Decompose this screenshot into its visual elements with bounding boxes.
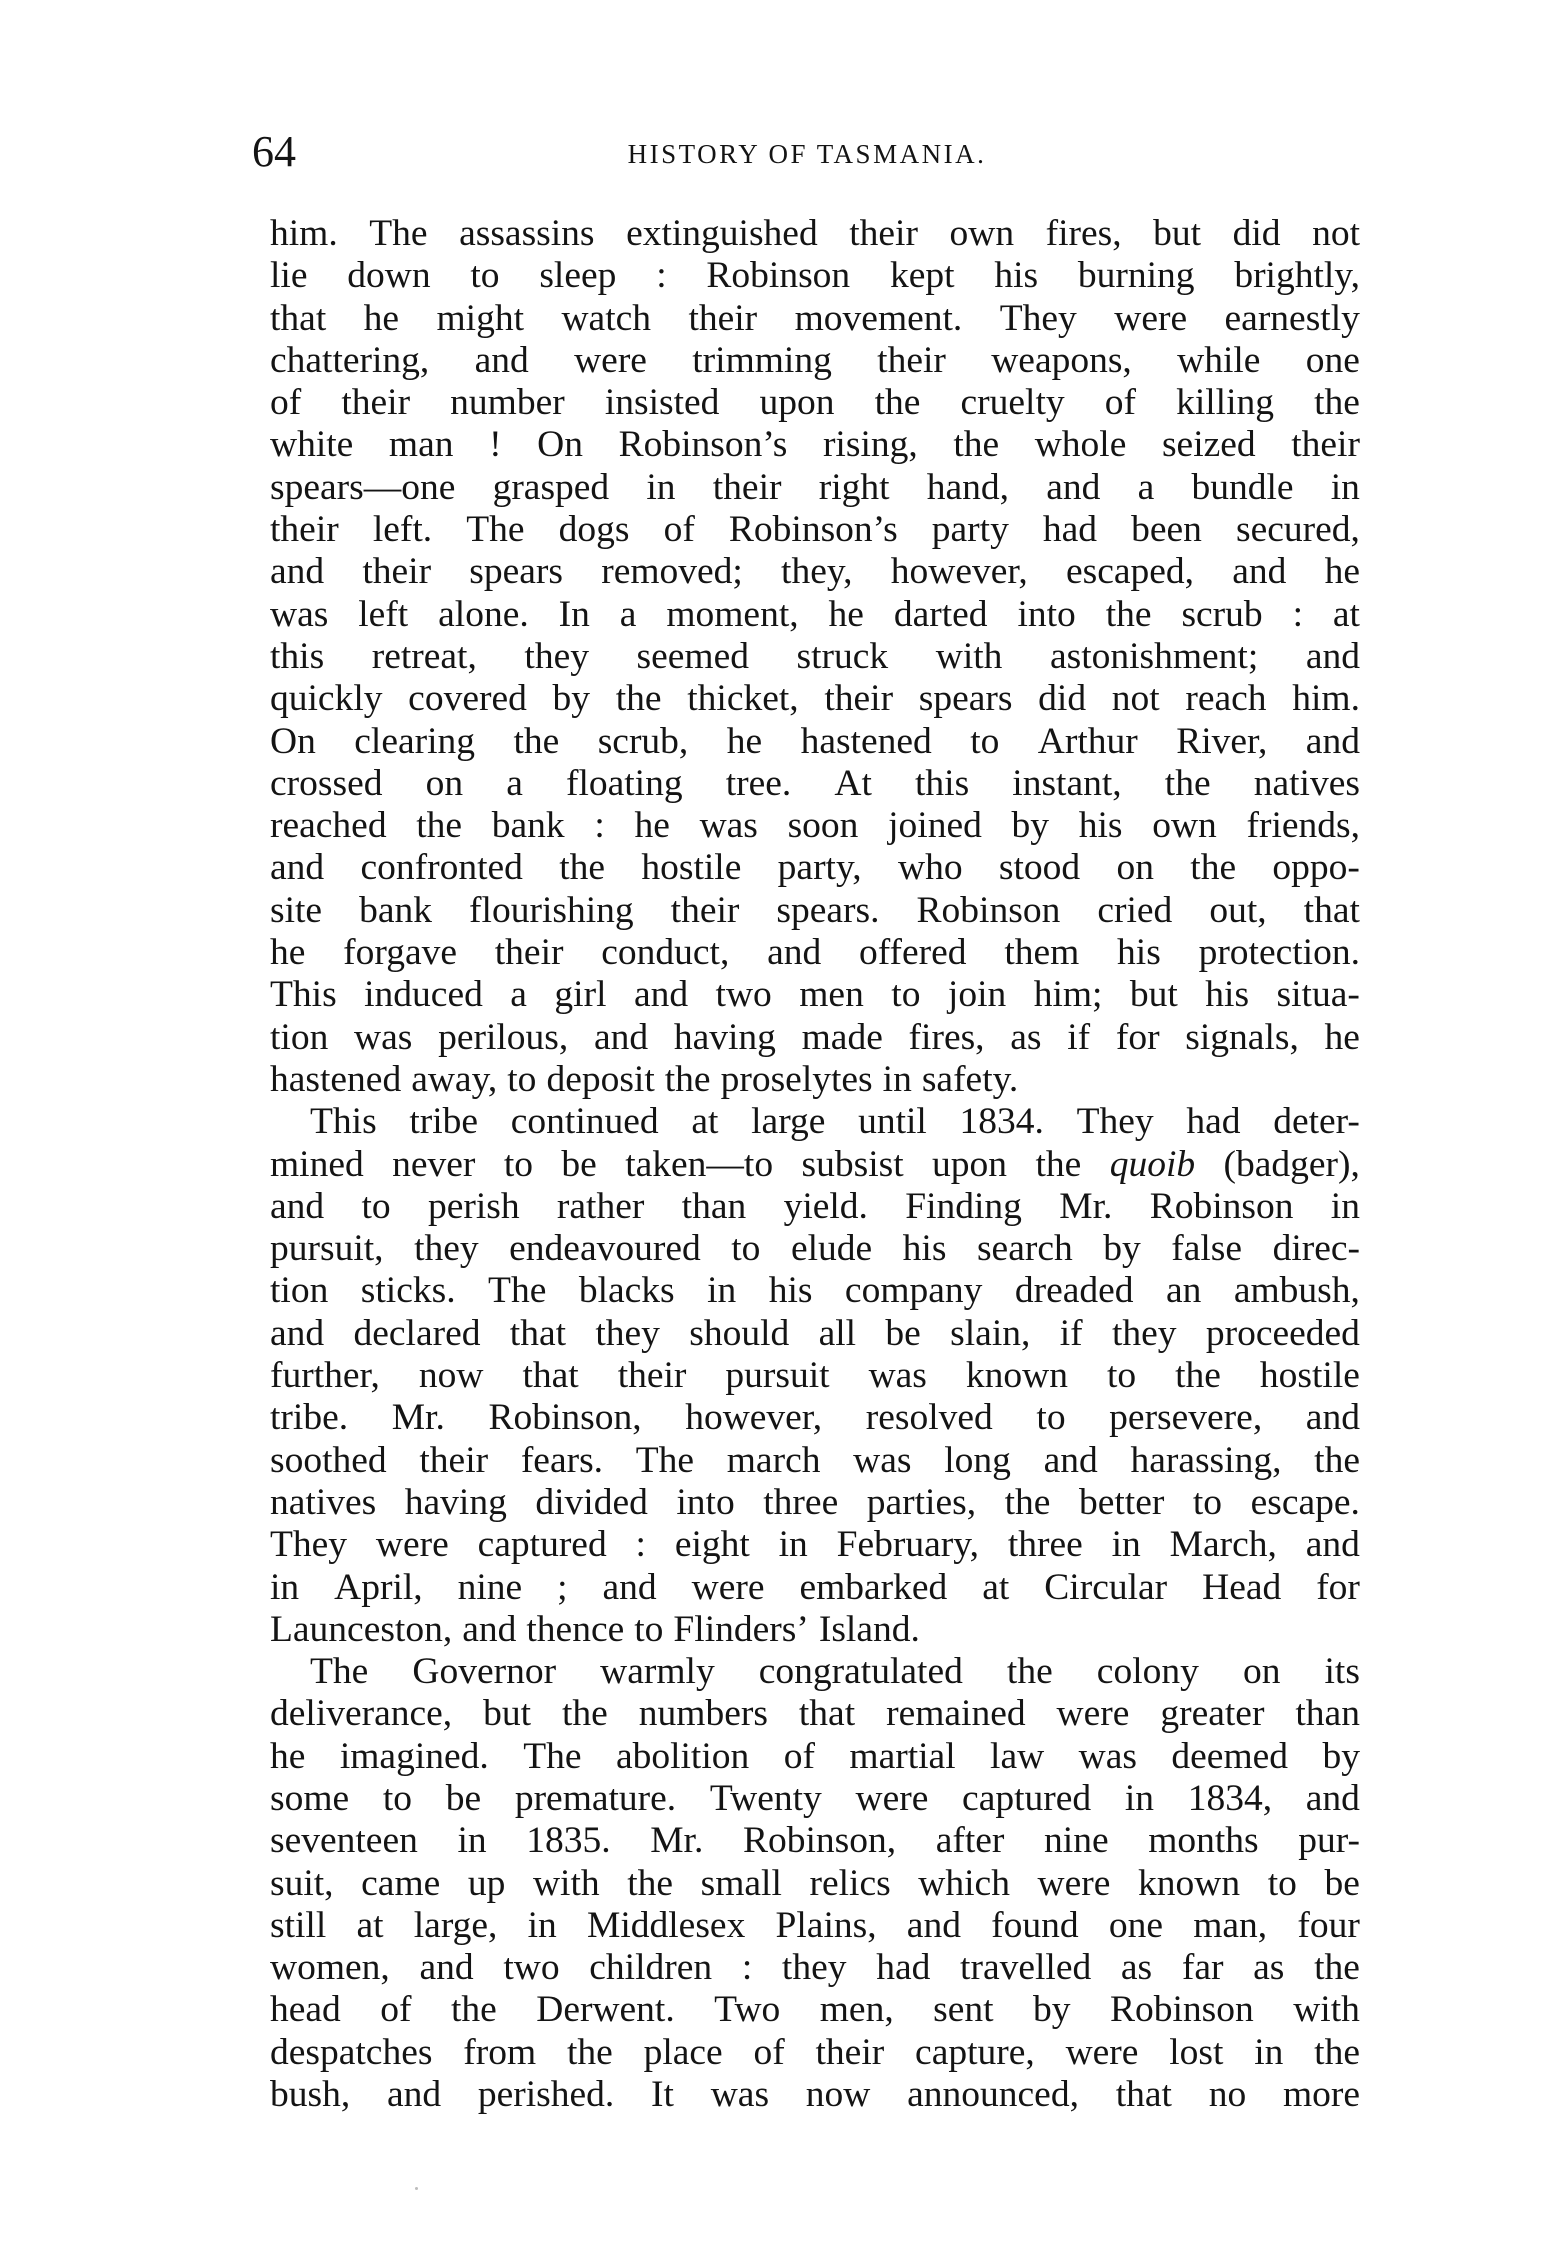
text-line: lie down to sleep : Robinson kept his burning brightly, bbox=[270, 255, 1360, 297]
paper-speck bbox=[415, 2187, 418, 2190]
text-line: Launceston, and thence to Flinders’ Island. bbox=[270, 1608, 920, 1650]
text-line: bush, and perished. It was now announced, that no more bbox=[270, 2074, 1360, 2116]
text-line: women, and two children : they had travelled as far as the bbox=[270, 1947, 1360, 1989]
text-line: reached the bank : he was soon joined by his own friends, bbox=[270, 805, 1360, 847]
text-line: natives having divided into three parties, the better to escape. bbox=[270, 1481, 1360, 1523]
text-line: The Governor warmly congratulated the colony on its bbox=[310, 1651, 1360, 1693]
text-line: and to perish rather than yield. Finding Mr. Robinson in bbox=[270, 1185, 1360, 1227]
text-line: deliverance, but the numbers that remained were greater than bbox=[270, 1693, 1360, 1735]
text-line: crossed on a floating tree. At this instant, the natives bbox=[270, 762, 1360, 804]
text-line: On clearing the scrub, he hastened to Arthur River, and bbox=[270, 720, 1360, 762]
text-line: this retreat, they seemed struck with astonishment; and bbox=[270, 635, 1360, 677]
text-line: that he might watch their movement. They were earnestly bbox=[270, 297, 1360, 339]
text-line: in April, nine ; and were embarked at Circular Head for bbox=[270, 1566, 1360, 1608]
running-head bbox=[252, 124, 1362, 180]
text-line: tion was perilous, and having made fires, as if for signals, he bbox=[270, 1016, 1360, 1058]
text-line: chattering, and were trimming their weapons, while one bbox=[270, 339, 1360, 381]
text-line: him. The assassins extinguished their own fires, but did not bbox=[270, 213, 1360, 254]
text-line: They were captured : eight in February, three in March, and bbox=[270, 1524, 1360, 1566]
text-line: site bank flourishing their spears. Robinson cried out, that bbox=[270, 889, 1360, 931]
text-line: further, now that their pursuit was known to the hostile bbox=[270, 1355, 1360, 1397]
text-line: This tribe continued at large until 1834. They had deter- bbox=[310, 1101, 1360, 1143]
text-line: soothed their fears. The march was long and harassing, the bbox=[270, 1439, 1360, 1481]
paragraph bbox=[270, 1651, 1360, 2116]
text-line: and declared that they should all be slain, if they proceeded bbox=[270, 1312, 1360, 1354]
paragraph bbox=[270, 1101, 1360, 1651]
text-line: was left alone. In a moment, he darted into the scrub : at bbox=[270, 593, 1360, 635]
text-line: suit, came up with the small relics which were known to be bbox=[270, 1862, 1360, 1904]
text-line: and confronted the hostile party, who stood on the oppo- bbox=[270, 847, 1360, 889]
text-line: and their spears removed; they, however, escaped, and he bbox=[270, 551, 1360, 593]
text-line: mined never to be taken—to subsist upon the quoib (badger), bbox=[270, 1143, 1360, 1185]
running-title: HISTORY OF TASMANIA. bbox=[627, 139, 987, 169]
text-line: of their number insisted upon the cruelty of killing the bbox=[270, 382, 1360, 424]
text-line: quickly covered by the thicket, their spears did not reach him. bbox=[270, 678, 1360, 720]
text-line: despatches from the place of their capture, were lost in the bbox=[270, 2031, 1360, 2073]
text-line: hastened away, to deposit the proselytes in safety. bbox=[270, 1058, 1019, 1100]
body-text bbox=[270, 213, 1360, 2116]
text-line: spears—one grasped in their right hand, and a bundle in bbox=[270, 466, 1360, 508]
text-line: tion sticks. The blacks in his company dreaded an ambush, bbox=[270, 1270, 1360, 1312]
paragraph bbox=[270, 213, 1360, 1101]
text-line: tribe. Mr. Robinson, however, resolved to persevere, and bbox=[270, 1397, 1360, 1439]
page-number: 64 bbox=[252, 127, 296, 176]
text-line: he forgave their conduct, and offered them his protection. bbox=[270, 932, 1360, 974]
text-line: seventeen in 1835. Mr. Robinson, after nine months pur- bbox=[270, 1820, 1360, 1862]
text-line: head of the Derwent. Two men, sent by Robinson with bbox=[270, 1989, 1360, 2031]
text-line: pursuit, they endeavoured to elude his search by false direc- bbox=[270, 1228, 1360, 1270]
text-line: still at large, in Middlesex Plains, and found one man, four bbox=[270, 1904, 1360, 1946]
text-line: This induced a girl and two men to join him; but his situa- bbox=[270, 974, 1360, 1016]
text-line: he imagined. The abolition of martial law was deemed by bbox=[270, 1735, 1360, 1777]
text-line: white man ! On Robinson’s rising, the whole seized their bbox=[270, 424, 1360, 466]
text-line: their left. The dogs of Robinson’s party had been secured, bbox=[270, 509, 1360, 551]
text-line: some to be premature. Twenty were captured in 1834, and bbox=[270, 1777, 1360, 1819]
